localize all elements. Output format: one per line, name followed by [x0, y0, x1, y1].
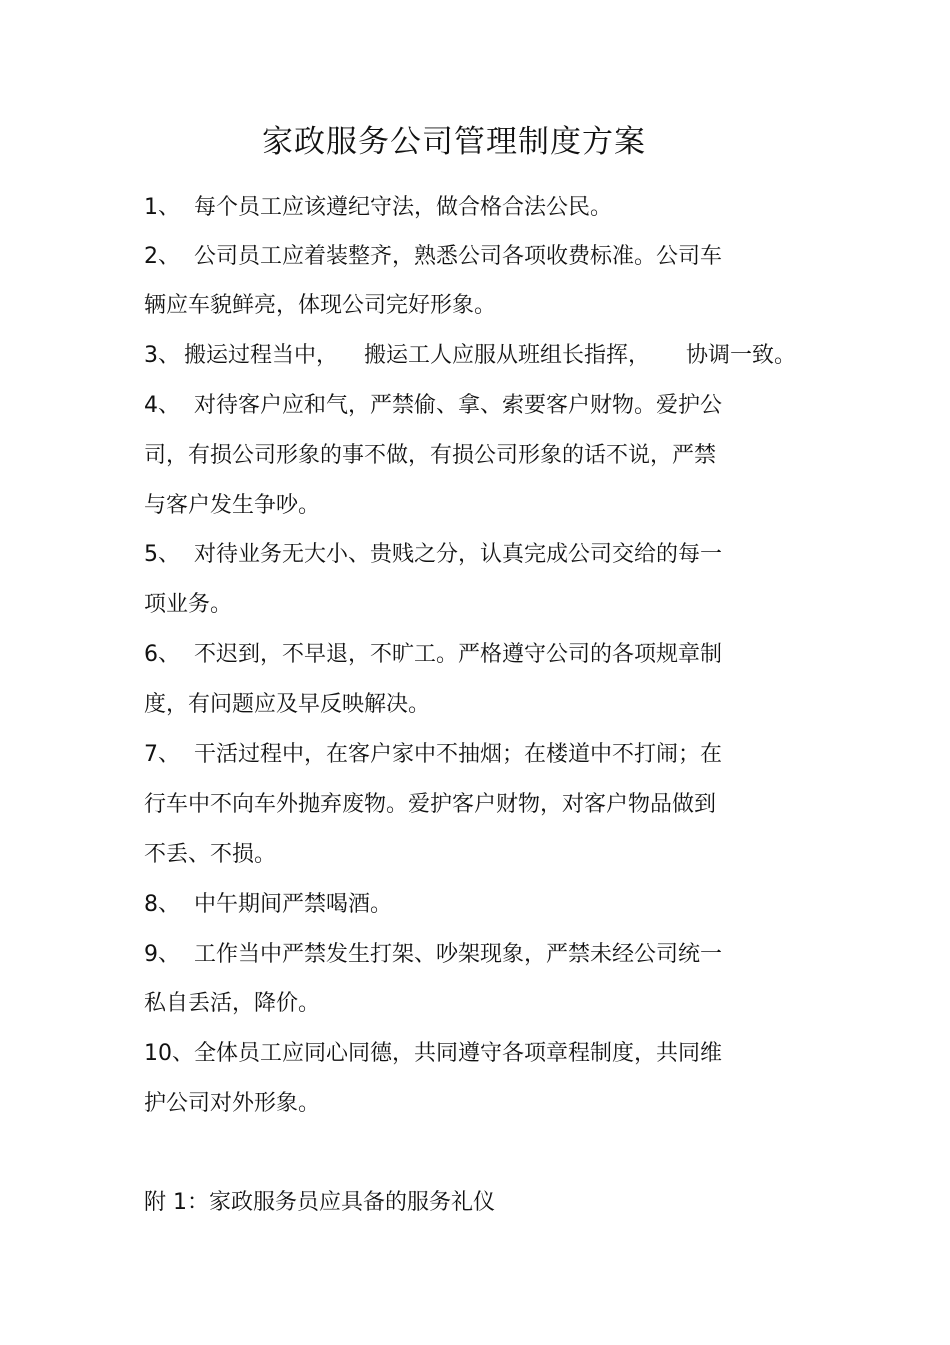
item-9-continued: [144, 989, 320, 1019]
item-number: 9、: [144, 942, 180, 967]
item-9: [144, 940, 722, 970]
item-text: 全体员工应同心同德，共同遵守各项章程制度，共同维: [194, 1041, 723, 1066]
item-6-continued: [144, 690, 430, 720]
item-text: 不丢、不损。: [144, 842, 277, 867]
item-2-continued: [144, 291, 496, 321]
item-text: 每个员工应该遵纪守法，做合格合法公民。: [194, 195, 613, 220]
item-number: 4、: [144, 393, 180, 418]
item-4: [144, 391, 722, 421]
item-number: 5、: [144, 542, 180, 567]
item-text: 与客户发生争吵。: [144, 493, 321, 518]
item-text: 度，有问题应及早反映解决。: [144, 692, 431, 717]
item-7-continued: [144, 840, 276, 870]
item-text: 项业务。: [144, 592, 233, 617]
item-number: 7、: [144, 742, 180, 767]
item-2: [144, 242, 722, 272]
item-text: 协调一致。: [686, 343, 797, 368]
document-title: 家政服务公司管理制度方案: [262, 124, 646, 160]
item-4-continued: [144, 441, 716, 471]
item-text: 不迟到，不早退，不旷工。严格遵守公司的各项规章制: [194, 642, 723, 667]
item-7-continued: [144, 790, 716, 820]
item-text: 搬运工人应服从班组长指挥，: [364, 343, 651, 368]
item-number: 3、: [144, 343, 180, 368]
item-number: 1、: [144, 195, 180, 220]
item-3: [144, 341, 796, 371]
item-text: 私自丢活，降价。: [144, 991, 321, 1016]
item-text: 行车中不向车外抛弃废物。爱护客户财物，对客户物品做到: [144, 792, 717, 817]
item-text: 护公司对外形象。: [144, 1091, 321, 1116]
item-text: 对待客户应和气，严禁偷、拿、索要客户财物。爱护公: [194, 393, 723, 418]
appendix-heading: 附 1：家政服务员应具备的服务礼仪: [144, 1190, 495, 1215]
item-text: 工作当中严禁发生打架、吵架现象，严禁未经公司统一: [194, 942, 723, 967]
item-text: 对待业务无大小、贵贱之分，认真完成公司交给的每一: [194, 542, 723, 567]
item-5: [144, 540, 722, 570]
item-10-continued: [144, 1089, 320, 1119]
item-4-continued: [144, 491, 320, 521]
item-text: 搬运过程当中，: [184, 343, 339, 368]
item-number: 8、: [144, 892, 180, 917]
item-7: [144, 740, 722, 770]
item-10: [144, 1039, 722, 1069]
item-1: [144, 193, 612, 223]
item-5-continued: [144, 590, 232, 620]
item-text: 辆应车貌鲜亮，体现公司完好形象。: [144, 293, 497, 318]
item-text: 干活过程中，在客户家中不抽烟；在楼道中不打闹；在: [194, 742, 723, 767]
item-text: 公司员工应着装整齐，熟悉公司各项收费标准。公司车: [194, 244, 723, 269]
item-number: 6、: [144, 642, 180, 667]
item-6: [144, 640, 722, 670]
item-number: 10、: [144, 1041, 194, 1066]
item-number: 2、: [144, 244, 180, 269]
item-8: [144, 890, 392, 920]
item-text: 中午期间严禁喝酒。: [194, 892, 393, 917]
item-text: 司，有损公司形象的事不做，有损公司形象的话不说，严禁: [144, 443, 717, 468]
